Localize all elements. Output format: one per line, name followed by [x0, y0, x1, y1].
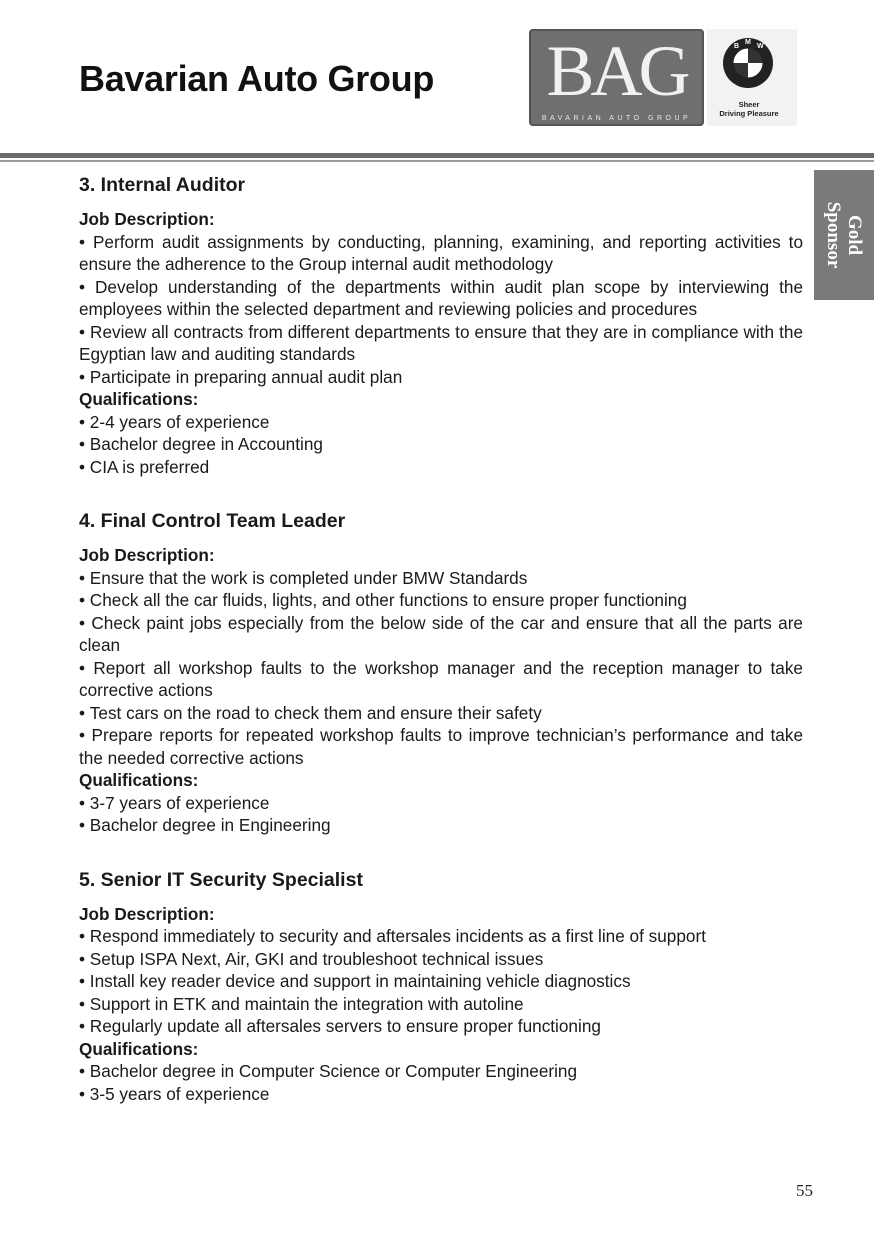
bag-logo-letters: BAG — [546, 31, 687, 111]
job-title: 5. Senior IT Security Specialist — [79, 868, 363, 891]
job-description-label: Job Description: — [79, 903, 215, 924]
qualification-item: • 2-4 years of experience — [79, 411, 803, 434]
bmw-letter-w: W — [757, 43, 764, 50]
job-description-label: Job Description: — [79, 545, 215, 565]
qualifications-label: Qualifications: — [79, 1038, 199, 1059]
page-number: 55 — [796, 1181, 813, 1200]
bag-logo — [529, 29, 704, 126]
bmw-slogan-line2: Driving Pleasure — [719, 109, 779, 118]
job-description-label-list — [79, 925, 803, 1038]
sponsor-label — [823, 202, 865, 269]
job-description-item: • Participate in preparing annual audit plan — [79, 366, 803, 389]
bmw-slogan-line1: Sheer — [738, 100, 760, 109]
qualifications-label-list — [79, 1060, 803, 1105]
job-listings — [79, 172, 803, 1135]
job-title: 4. Final Control Team Leader — [79, 510, 346, 532]
job-description-item: • Prepare reports for repeated workshop faults to improve technician’s performance and take the needed corrective actions — [79, 724, 803, 769]
job-section — [79, 172, 803, 478]
job-description-item: • Check all the car fluids, lights, and other functions to ensure proper functioning — [79, 589, 803, 612]
job-section — [79, 867, 803, 1106]
header-divider — [0, 153, 874, 158]
job-description-item: • Report all workshop faults to the workshop manager and the reception manager to take corrective actions — [79, 657, 803, 702]
job-description-item: • Test cars on the road to check them and ensure their safety — [79, 702, 803, 725]
gold-sponsor-tab — [814, 170, 874, 300]
bmw-roundel-icon — [722, 37, 774, 89]
job-description-item: • Develop understanding of the departments within audit plan scope by interviewing the employees within the selected department and reviewing policies and procedures — [79, 276, 803, 321]
qualification-item: • Bachelor degree in Accounting — [79, 433, 803, 456]
bmw-logo — [707, 29, 797, 126]
job-description-item: • Setup ISPA Next, Air, GKI and troubleshoot technical issues — [79, 948, 803, 971]
job-description-item: • Review all contracts from different departments to ensure that they are in compliance with the Egyptian law and auditing standards — [79, 321, 803, 366]
qualifications-label-list — [79, 792, 803, 837]
qualifications-label: Qualifications: — [79, 389, 199, 409]
sponsor-line2: Sponsor — [823, 201, 844, 269]
job-description-item: • Ensure that the work is completed under BMW Standards — [79, 567, 803, 590]
bag-logo-tagline: BAVARIAN AUTO GROUP — [541, 115, 692, 122]
qualification-item: • 3-7 years of experience — [79, 792, 803, 815]
qualification-item: • CIA is preferred — [79, 456, 803, 479]
job-description-item: • Check paint jobs especially from the below side of the car and ensure that all the parts are clean — [79, 612, 803, 657]
company-title: Bavarian Auto Group — [79, 58, 435, 99]
job-description-item: • Install key reader device and support in maintaining vehicle diagnostics — [79, 970, 803, 993]
qualifications-label-list — [79, 411, 803, 479]
job-description-item: • Respond immediately to security and aftersales incidents as a first line of support — [79, 925, 803, 948]
job-description-item: • Perform audit assignments by conducting, planning, examining, and reporting activities to ensure the adherence to the Group internal audit methodology — [79, 231, 803, 276]
job-description-item: • Support in ETK and maintain the integration with autoline — [79, 993, 803, 1016]
qualifications-label: Qualifications: — [79, 770, 199, 790]
job-title: 3. Internal Auditor — [79, 174, 246, 196]
job-description-label: Job Description: — [79, 209, 215, 229]
bmw-letter-b: B — [734, 43, 740, 50]
bmw-letter-m: M — [745, 39, 751, 46]
job-description-label-list — [79, 567, 803, 770]
sponsor-line1: Gold — [844, 214, 865, 256]
job-section — [79, 508, 803, 837]
qualification-item: • 3-5 years of experience — [79, 1083, 803, 1106]
job-description-item: • Regularly update all aftersales servers to ensure proper functioning — [79, 1015, 803, 1038]
bmw-slogan — [707, 100, 791, 118]
job-description-label-list — [79, 231, 803, 389]
qualification-item: • Bachelor degree in Engineering — [79, 814, 803, 837]
qualification-item: • Bachelor degree in Computer Science or Computer Engineering — [79, 1060, 803, 1083]
header-divider-thin — [0, 160, 874, 162]
